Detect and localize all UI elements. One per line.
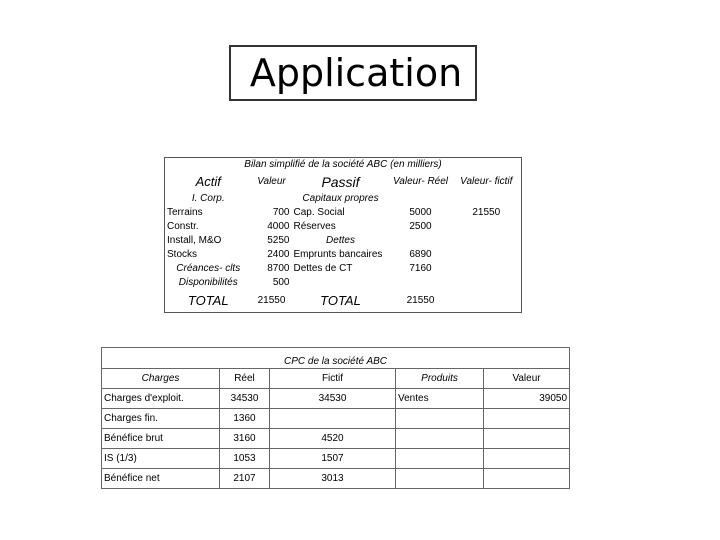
page-title: Application <box>229 45 477 101</box>
passif-reel: 5000 <box>409 207 432 218</box>
passif-fictif <box>452 192 522 206</box>
passif-label: Cap. Social <box>293 207 345 218</box>
actif-label: Disponibilités <box>165 276 252 290</box>
charge-fictif: 1507 <box>270 449 396 469</box>
header-actif: Actif <box>165 172 252 192</box>
bilan-row <box>165 276 522 290</box>
actif-label: Terrains <box>165 206 252 220</box>
passif-label: Réserves <box>293 221 336 232</box>
passif-reel: 7160 <box>409 263 432 274</box>
produit-valeur: 39050 <box>484 389 570 409</box>
produit-valeur <box>484 469 570 489</box>
total-actif-value: 21550 <box>252 290 292 313</box>
passif-label: Dettes <box>326 235 355 246</box>
passif-fictif <box>452 276 522 290</box>
charge-reel: 1360 <box>220 409 270 429</box>
total-passif-value: 21550 <box>390 290 452 313</box>
charge-fictif: 4520 <box>270 429 396 449</box>
charge-fictif <box>270 409 396 429</box>
bilan-row <box>165 234 522 248</box>
bilan-row <box>165 262 522 276</box>
passif-label <box>292 276 390 290</box>
charge-reel: 34530 <box>220 389 270 409</box>
actif-label: Constr. <box>165 220 252 234</box>
header-valeur: Valeur <box>257 176 286 187</box>
charge-label: Charges d'exploit. <box>102 389 220 409</box>
charge-reel: 1053 <box>220 449 270 469</box>
passif-reel: 2500 <box>409 221 432 232</box>
header-charges: Charges <box>102 369 220 389</box>
cpc-caption: CPC de la société ABC <box>102 348 570 369</box>
header-fictif: Fictif <box>270 369 396 389</box>
bilan-row <box>165 220 522 234</box>
charge-label: IS (1/3) <box>102 449 220 469</box>
table-row <box>102 429 570 449</box>
header-produits: Produits <box>396 369 484 389</box>
produit-label <box>396 449 484 469</box>
passif-label: Dettes de CT <box>293 263 353 274</box>
total-actif-label: TOTAL <box>165 290 252 313</box>
header-valeur-reel: Valeur- Réel <box>392 176 449 187</box>
passif-fictif <box>452 234 522 248</box>
charge-label: Charges fin. <box>102 409 220 429</box>
bilan-row <box>165 206 522 220</box>
produit-label <box>396 409 484 429</box>
bilan-row <box>165 192 522 206</box>
passif-label: Capitaux propres <box>302 193 379 204</box>
actif-value: 8700 <box>267 263 290 274</box>
header-passif: Passif <box>321 174 360 190</box>
header-valeur-fictif: Valeur- fictif <box>452 172 522 192</box>
passif-fictif <box>452 220 522 234</box>
produit-label: Ventes <box>396 389 484 409</box>
produit-valeur <box>484 449 570 469</box>
actif-value: 4000 <box>267 221 290 232</box>
passif-reel <box>390 276 452 290</box>
actif-value: 700 <box>272 207 290 218</box>
produit-label <box>396 429 484 449</box>
passif-reel: 6890 <box>409 249 432 260</box>
charge-label: Bénéfice net <box>102 469 220 489</box>
passif-reel <box>390 234 452 248</box>
charge-reel: 2107 <box>220 469 270 489</box>
empty-cell <box>452 290 522 313</box>
produit-valeur <box>484 409 570 429</box>
charge-fictif: 34530 <box>270 389 396 409</box>
passif-fictif <box>452 248 522 262</box>
bilan-row <box>165 248 522 262</box>
produit-valeur <box>484 429 570 449</box>
actif-value <box>252 192 292 206</box>
actif-label: Install, M&O <box>165 234 252 248</box>
actif-value: 2400 <box>267 249 290 260</box>
passif-label: Emprunts bancaires <box>293 249 383 260</box>
actif-label: Créances- clts <box>165 262 252 276</box>
charge-label: Bénéfice brut <box>102 429 220 449</box>
bilan-caption: Bilan simplifié de la société ABC (en milliers) <box>165 158 522 173</box>
cpc-table <box>101 347 570 489</box>
actif-value: 5250 <box>267 235 290 246</box>
passif-fictif: 21550 <box>452 206 522 220</box>
passif-reel <box>390 192 452 206</box>
table-row <box>102 469 570 489</box>
table-row <box>102 449 570 469</box>
header-valeur: Valeur <box>484 369 570 389</box>
table-row <box>102 409 570 429</box>
charge-fictif: 3013 <box>270 469 396 489</box>
header-reel: Réel <box>220 369 270 389</box>
passif-fictif <box>452 262 522 276</box>
total-passif-label: TOTAL <box>292 290 390 313</box>
actif-label: I. Corp. <box>165 192 252 206</box>
bilan-table <box>164 157 522 313</box>
actif-value: 500 <box>272 277 290 288</box>
produit-label <box>396 469 484 489</box>
actif-label: Stocks <box>165 248 252 262</box>
table-row <box>102 389 570 409</box>
charge-reel: 3160 <box>220 429 270 449</box>
